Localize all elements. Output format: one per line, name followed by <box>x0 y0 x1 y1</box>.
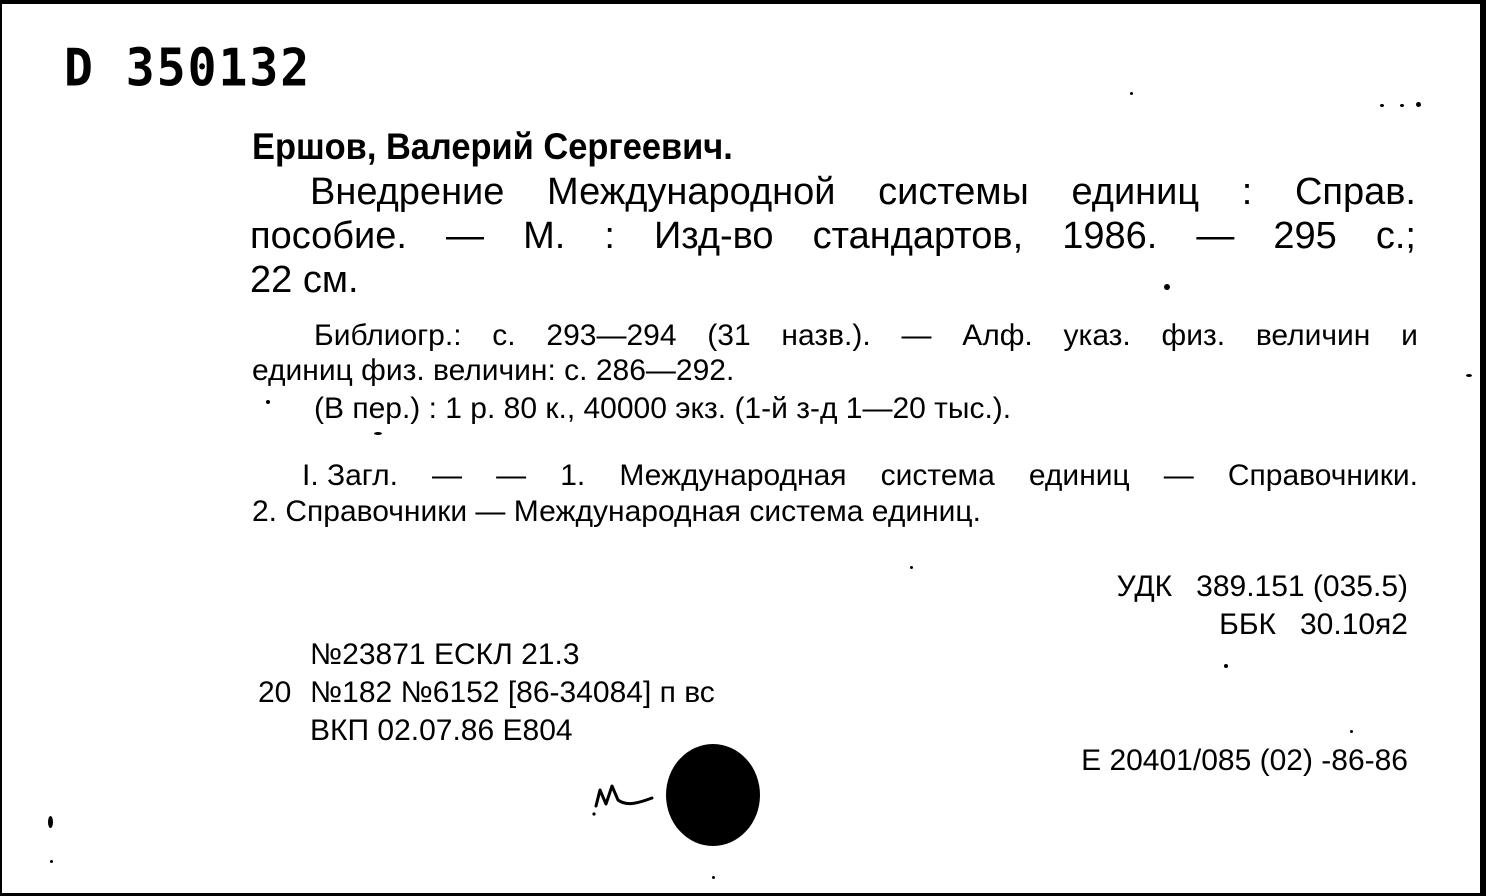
print-code-lead: 20 <box>258 676 292 709</box>
print-codes <box>258 636 715 750</box>
print-code-line-1: №23871 ЕСКЛ 21.3 <box>310 638 580 671</box>
bibliography-note <box>252 318 1418 388</box>
print-code-line-3: ВКП 02.07.86 Е804 <box>310 714 573 747</box>
price-note: (В пер.) : 1 р. 80 к., 40000 экз. (1-й з-д 1—20 тыс.). <box>314 392 1012 425</box>
udk-value: 389.151 (035.5) <box>1196 570 1408 603</box>
bibliography-line-2: единиц физ. величин: с. 286—292. <box>252 354 735 387</box>
edition-code: Е 20401/085 (02) -86-86 <box>1081 744 1408 777</box>
bbk-value: 30.10я2 <box>1299 608 1408 641</box>
author-heading: Ершов, Валерий Сергеевич. <box>252 126 733 167</box>
classification-codes <box>1117 568 1408 644</box>
bbk-label: ББК <box>1219 608 1276 641</box>
title-line-1: Внедрение Международной системы единиц : Справ. <box>310 171 1416 213</box>
subject-line-1: I. Загл. — — 1. Международная система единиц — Справочники. <box>302 459 1418 492</box>
subject-tracings <box>252 458 1418 530</box>
subject-line-2: 2. Справочники — Международная система единиц. <box>252 495 981 528</box>
udk-label: УДК <box>1116 570 1173 603</box>
print-code-line-2: 20 №182 №6152 [86-34084] п вс <box>258 674 715 712</box>
title-line-2: пособие. — М. : Изд-во стандартов, 1986. — 295 с.; <box>250 215 1416 257</box>
bbk-row <box>1117 606 1408 644</box>
udk-row <box>1117 568 1408 606</box>
punched-hole-mark <box>666 744 760 846</box>
title-statement <box>250 170 1416 302</box>
title-line-3: 22 см. <box>250 259 359 301</box>
handwritten-mark-icon <box>590 776 660 816</box>
bibliography-line-1: Библиогр.: с. 293—294 (31 назв.). — Алф. указ. физ. величин и <box>314 319 1418 352</box>
inventory-stamp: D 350132 <box>64 37 312 99</box>
